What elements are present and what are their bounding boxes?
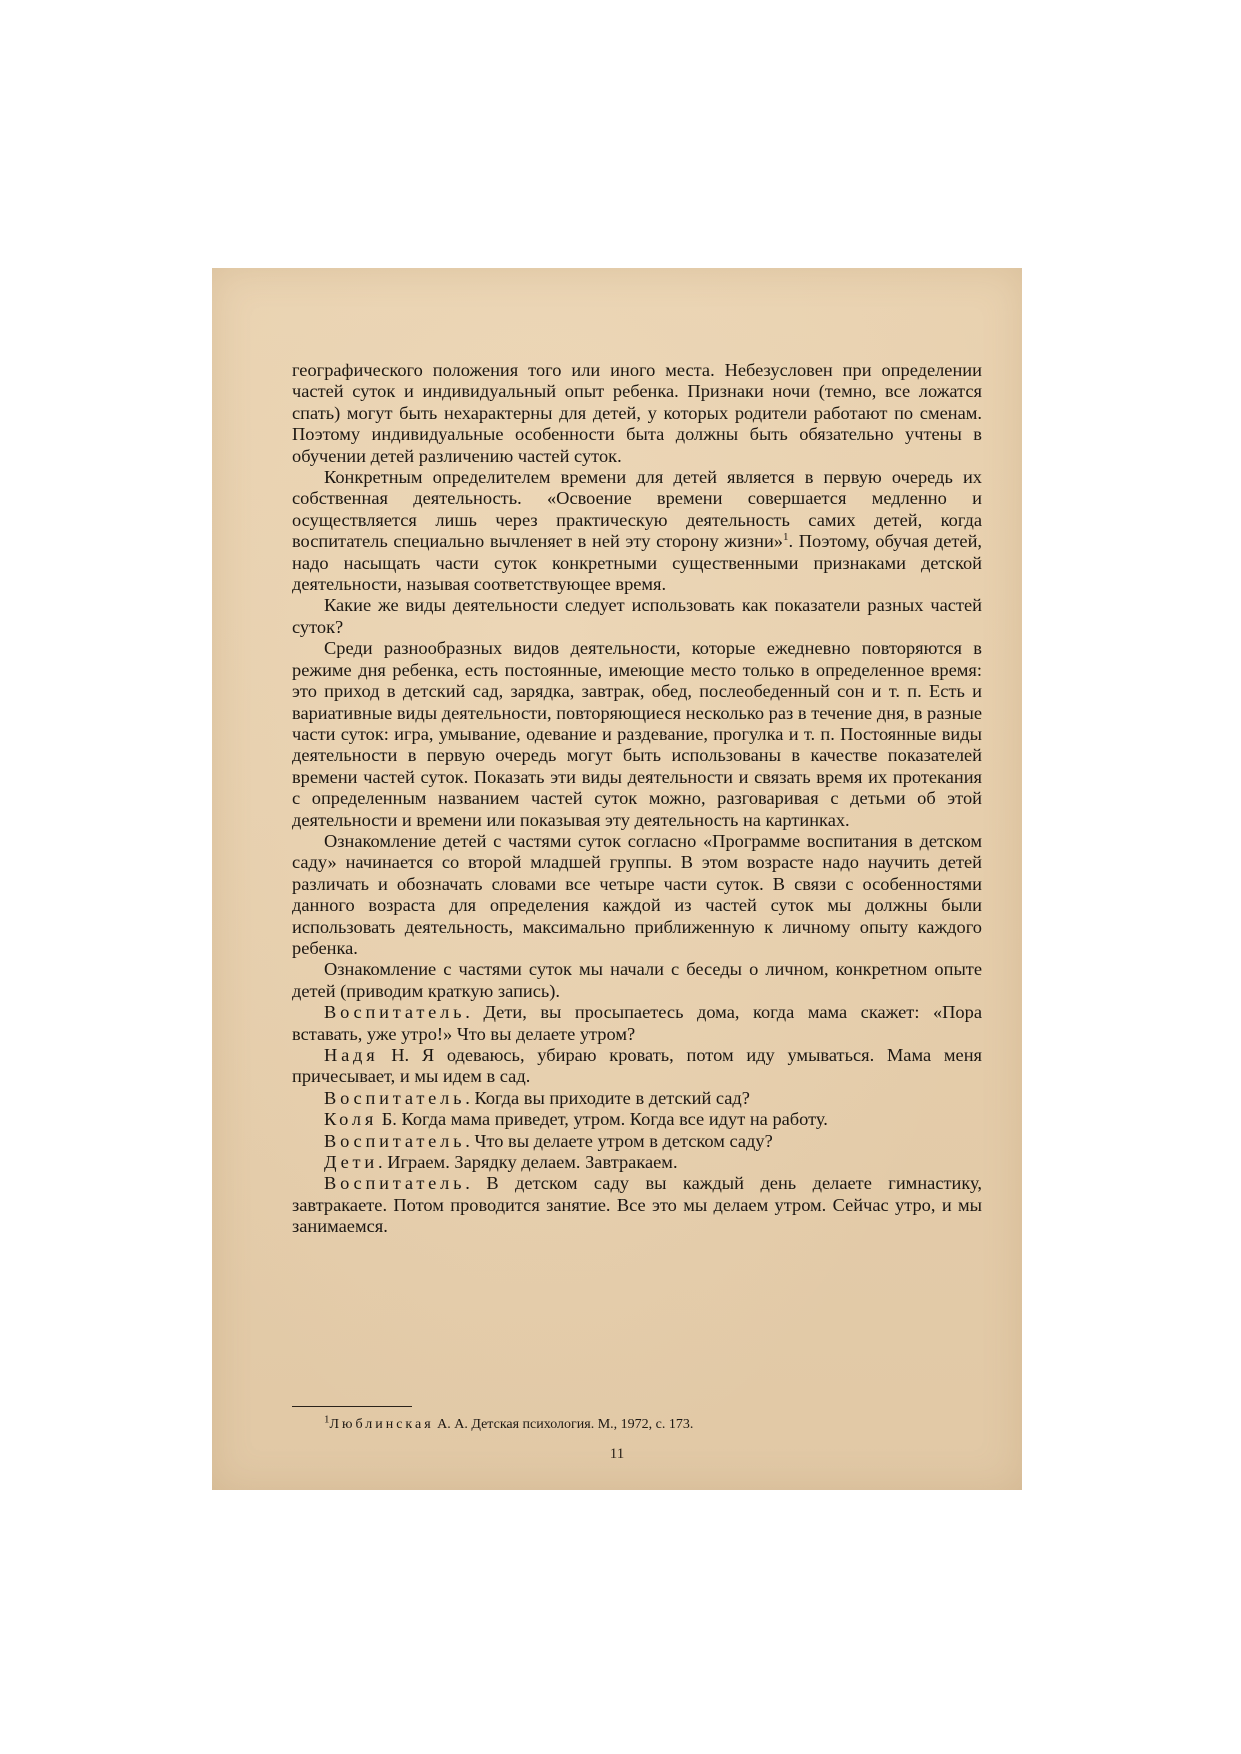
paragraph: Среди разнообразных видов деятельности, которые ежедневно повторяются в режиме дня ребенка, есть постоянные, имеющие место только в определенное время: это приход в детский сад, зарядка, завтрак, обед, послеобеденный сон и т. п. Есть и вариативные виды деятельности, повторяющиеся несколько раз в течение дня, в разные части суток: игра, умывание, одевание и раздевание, прогулка и т. п. Постоянные виды деятельности в первую очередь могут быть использованы в качестве показателей времени частей суток. Показать эти виды деятельности и связать время их протекания с определенным названием частей суток можно, разговаривая с детьми об этой деятельности и времени или показывая эту деятельность на картинках. — [292, 638, 982, 830]
dialogue-line — [292, 1045, 982, 1088]
paragraph: Ознакомление детей с частями суток согласно «Программе воспитания в детском саду» начинается со второй младшей группы. В этом возрасте надо научить детей различать и обозначать словами все четыре части суток. В связи с особенностями данного возраста для определения каждой из частей суток мы должны были использовать деятельность, максимально приближенную к личному опыту каждого ребенка. — [292, 830, 982, 958]
speaker-name: Воспитатель — [324, 1002, 466, 1023]
dialogue-line — [292, 1173, 982, 1237]
paragraph: географического положения того или иного места. Небезусловен при определении частей суток и индивидуальный опыт ребенка. Признаки ночи (темно, все ложатся спать) могут быть нехарактерны для детей, у которых родители работают по сменам. Поэтому индивидуальные особенности быта должны быть обязательно учтены в обучении детей различению частей суток. — [292, 360, 982, 466]
footnote-author: Люблинская — [329, 1417, 434, 1432]
footnote-ref: 1 — [783, 531, 789, 544]
dialogue-text: . Когда вы приходите в детский сад? — [465, 1087, 750, 1108]
dialogue-text: Б. Когда мама приведет, утром. Когда все идут на работу. — [377, 1109, 828, 1130]
paragraph-text: . Поэтому, обучая детей, надо насыщать части суток конкретными существенными признаками детской деятельности, называя соответствующее время. — [292, 531, 983, 595]
paragraph: Ознакомление с частями суток мы начали с беседы о личном, конкретном опыте детей (приводим краткую запись). — [292, 959, 982, 1001]
footnote — [324, 1413, 964, 1434]
paragraph-text: Конкретным определителем времени для детей является в первую очередь их собственная деятельность. «Освоение времени совершается медленно и осуществляется лишь через практическую деятельность самих детей, когда воспитатель специально вычленяет в ней эту сторону жизни» — [292, 467, 982, 552]
dialogue-line — [292, 1131, 982, 1152]
paragraph — [292, 467, 982, 595]
speaker-name: Воспитатель — [324, 1087, 466, 1108]
speaker-name: Воспитатель — [324, 1173, 466, 1194]
dialogue-text: . Играем. Зарядку делаем. Завтракаем. — [378, 1152, 678, 1173]
dialogue-text: . Дети, вы просыпаетесь дома, когда мама скажет: «Пора вставать, уже утро!» Что вы делаете утром? — [292, 1002, 982, 1044]
dialogue-text: . В детском саду вы каждый день делаете гимнастику, завтракаете. Потом проводится занятие. Все это мы делаем утром. Сейчас утро, и мы занимаемся. — [292, 1173, 982, 1237]
speaker-name: Коля — [324, 1109, 378, 1130]
footnote-text: А. А. Детская психология. М., 1972, с. 173. — [433, 1417, 694, 1432]
footnote-divider — [292, 1406, 412, 1407]
dialogue-line — [292, 1002, 982, 1045]
paragraph: Какие же виды деятельности следует использовать как показатели разных частей суток? — [292, 595, 982, 637]
dialogue-text: . Что вы делаете утром в детском саду? — [465, 1130, 773, 1151]
dialogue-line — [292, 1088, 982, 1109]
body-text — [292, 360, 982, 1238]
dialogue-text: Н. Я одеваюсь, убираю кровать, потом иду умываться. Мама меня причесывает, и мы идем в сад. — [292, 1045, 982, 1087]
dialogue-line — [292, 1152, 982, 1173]
speaker-name: Надя — [324, 1045, 379, 1065]
footnote-marker: 1 — [324, 1413, 330, 1426]
page-number: 11 — [609, 1446, 625, 1462]
dialogue-line — [292, 1109, 982, 1130]
speaker-name: Воспитатель — [324, 1130, 466, 1151]
speaker-name: Дети — [324, 1152, 379, 1173]
scanned-page — [212, 268, 1022, 1490]
